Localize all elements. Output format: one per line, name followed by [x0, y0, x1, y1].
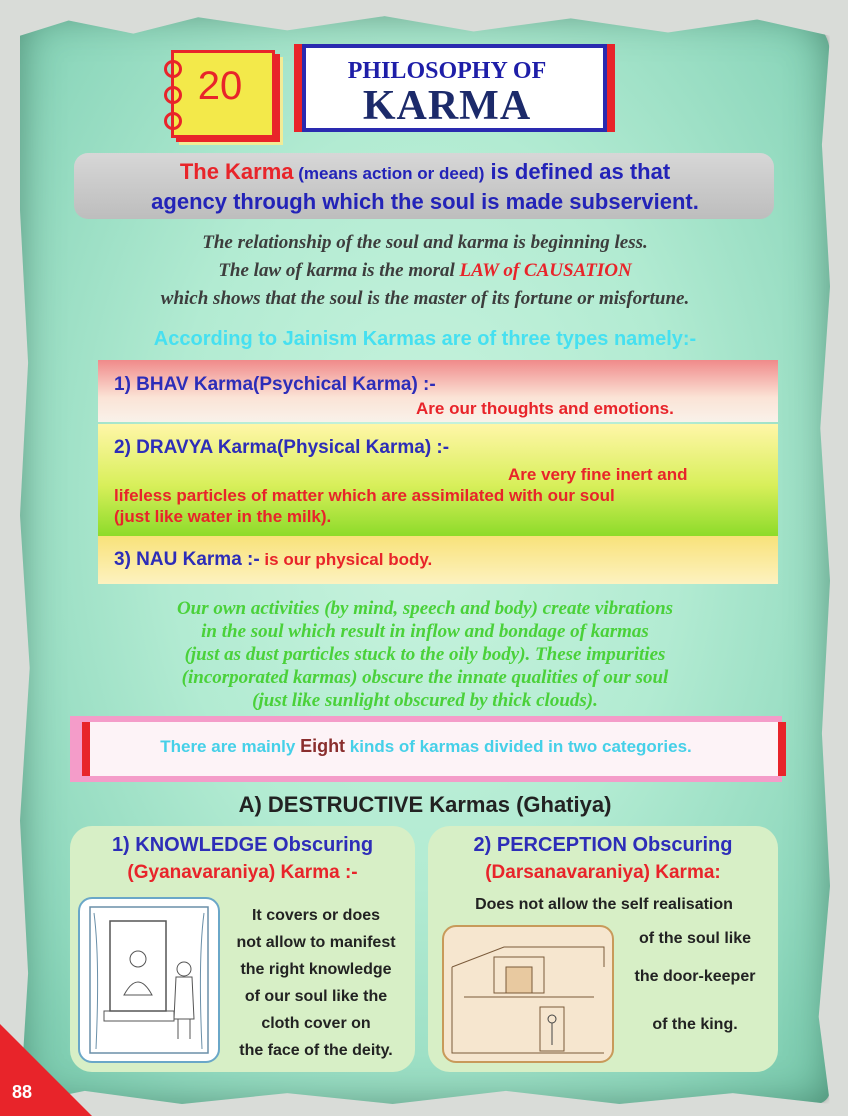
- knowledge-line: the right knowledge: [240, 961, 392, 978]
- title-top: PHILOSOPHY OF: [347, 58, 547, 84]
- law-of-causation: LAW of CAUSATION: [459, 260, 632, 281]
- knowledge-line: of our soul like the: [244, 988, 388, 1005]
- perception-title: 2) PERCEPTION Obscuring: [473, 834, 733, 856]
- type-desc-dravya-3: (just like water in the milk).: [114, 507, 332, 526]
- type-title-bhav: 1) BHAV Karma(Psychical Karma) :-: [114, 374, 436, 395]
- definition-text: [80, 158, 770, 216]
- eight-text-a: There are mainly: [160, 737, 301, 756]
- type-desc-dravya-2: lifeless particles of matter which are assimilated with our soul: [114, 486, 615, 505]
- perception-line: of the soul like: [638, 930, 751, 947]
- intro-line-2: [40, 260, 810, 282]
- knowledge-subtitle: (Gyanavaraniya) Karma :-: [127, 862, 358, 883]
- knowledge-title: 1) KNOWLEDGE Obscuring: [111, 834, 374, 856]
- type-desc-bhav: Are our thoughts and emotions.: [416, 399, 674, 418]
- knowledge-line: the face of the deity.: [239, 1042, 393, 1059]
- definition-term: The Karma: [179, 159, 294, 184]
- type-nau: [114, 549, 432, 571]
- ring-icon: [164, 112, 182, 130]
- perception-line: Does not allow the self realisation: [475, 896, 733, 913]
- activities-line: (just like sunlight obscured by thick clouds).: [252, 690, 598, 711]
- palace-drawing-icon: [444, 927, 612, 1061]
- page-title: KARMA: [362, 83, 532, 129]
- intro-line-1: The relationship of the soul and karma is beginning less.: [202, 232, 648, 253]
- eight-text-c: kinds of karmas divided in two categories.: [345, 737, 692, 756]
- types-heading: According to Jainism Karmas are of three types namely:-: [153, 328, 697, 350]
- intro-line-3: which shows that the soul is the master of its fortune or misfortune.: [160, 288, 690, 309]
- knowledge-line: It covers or does: [251, 907, 381, 924]
- eight-kinds-text: [82, 736, 770, 757]
- type-desc-dravya-1: Are very fine inert and: [508, 465, 688, 484]
- definition-rest: is defined as that: [484, 159, 671, 184]
- type-title-dravya: 2) DRAVYA Karma(Physical Karma) :-: [114, 437, 450, 458]
- knowledge-line: cloth cover on: [261, 1015, 371, 1032]
- type-desc-nau: is our physical body.: [259, 550, 433, 569]
- perception-subtitle: (Darsanavaraniya) Karma:: [485, 862, 721, 883]
- activities-line: in the soul which result in inflow and bondage of karmas: [201, 621, 649, 642]
- intro-line-2-text: The law of karma is the moral: [218, 260, 460, 281]
- deity-drawing-icon: [80, 899, 218, 1061]
- deity-illustration: [78, 897, 220, 1063]
- knowledge-text: [218, 902, 414, 1064]
- activities-line: Our own activities (by mind, speech and body) create vibrations: [176, 598, 674, 619]
- page-number: 88: [12, 1082, 33, 1102]
- perception-line: of the king.: [652, 1016, 738, 1033]
- definition-line2: agency through which the soul is made subservient.: [151, 189, 699, 214]
- activities-line: (incorporated karmas) obscure the innate qualities of our soul: [181, 667, 669, 688]
- type-title-nau: 3) NAU Karma :-: [114, 549, 260, 570]
- knowledge-line: not allow to manifest: [236, 934, 396, 951]
- perception-line: the door-keeper: [634, 968, 756, 985]
- eight-highlight: Eight: [300, 736, 346, 756]
- activities-paragraph: [40, 597, 810, 712]
- activities-line: (just as dust particles stuck to the oily body). These impurities: [184, 644, 666, 665]
- chapter-number: 20: [197, 64, 243, 108]
- destructive-heading: A) DESTRUCTIVE Karmas (Ghatiya): [238, 792, 612, 817]
- definition-aside: (means action or deed): [293, 164, 485, 183]
- doorkeeper-illustration: [442, 925, 614, 1063]
